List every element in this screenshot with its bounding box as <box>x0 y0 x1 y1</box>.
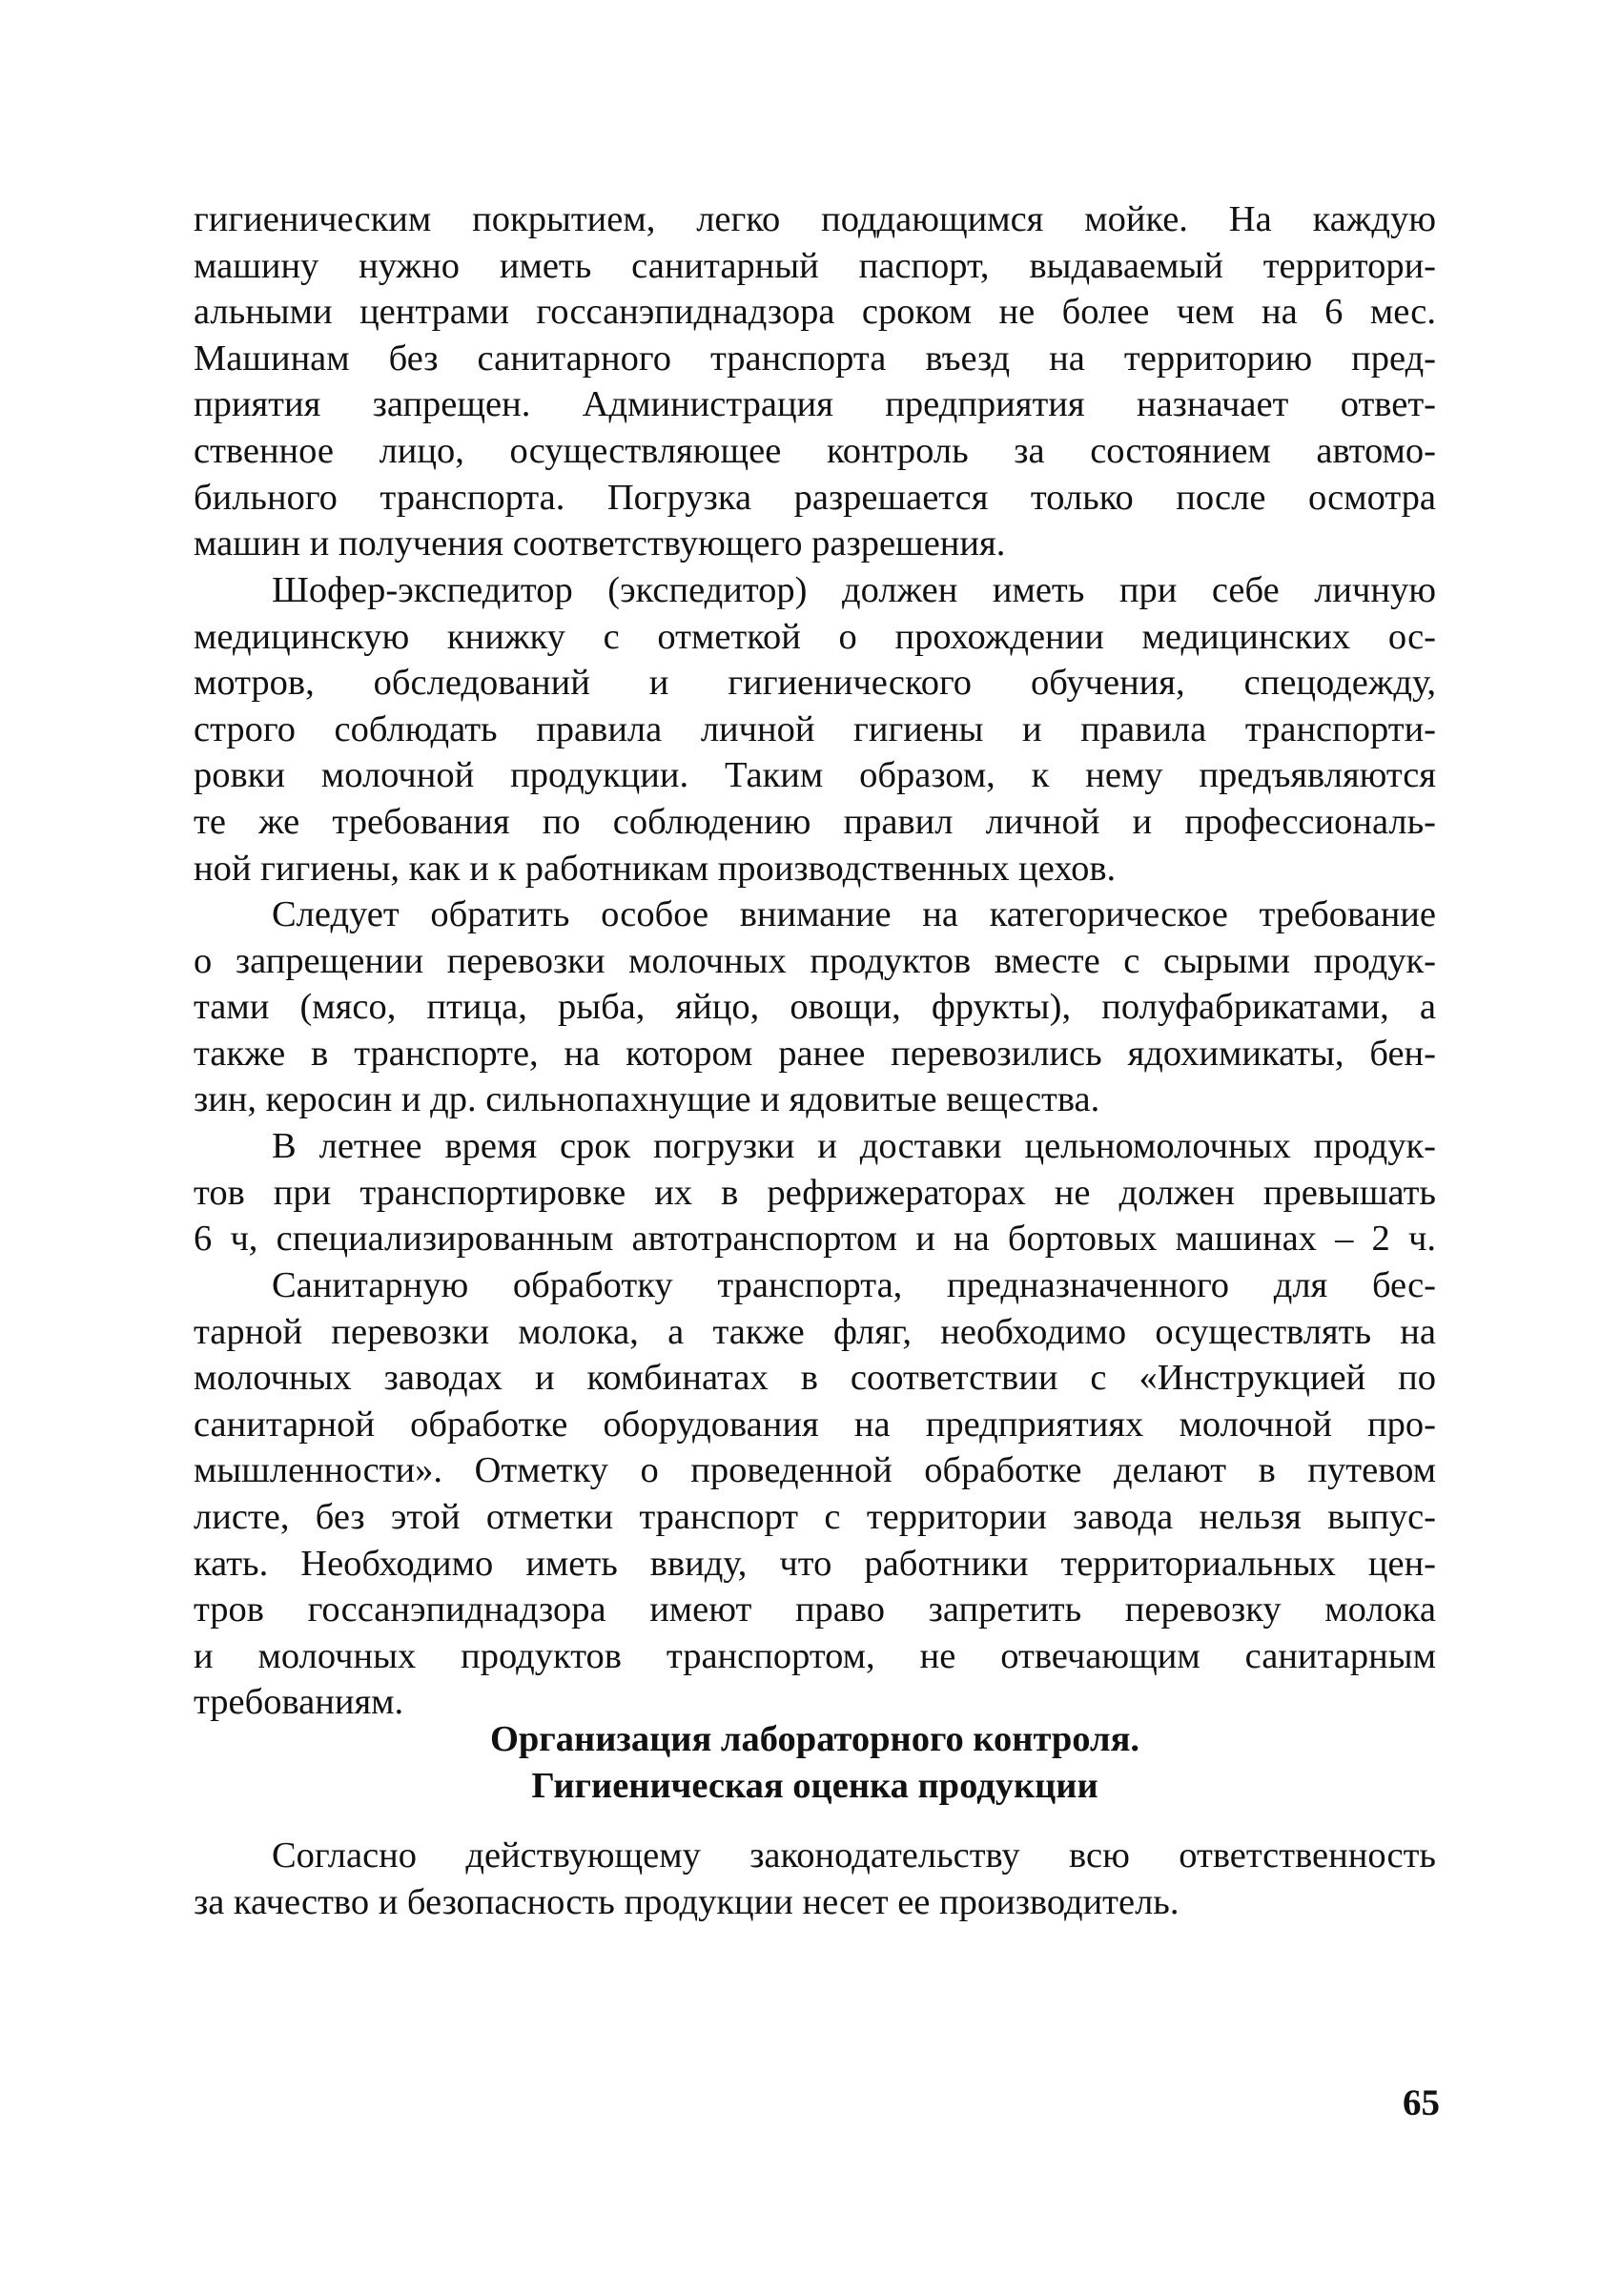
paragraph-line: о запрещении перевозки молочных продуктов вместе с сырыми продук- <box>194 940 1436 981</box>
paragraph-line: ровки молочной продукции. Таким образом, к нему предъявляются <box>194 755 1436 796</box>
paragraph-6 <box>194 1833 1436 1925</box>
paragraph-line: зин, керосин и др. сильнопахнущие и ядовитые вещества. <box>194 1079 1100 1120</box>
paragraph-3 <box>194 892 1436 1123</box>
paragraph-line: альными центрами госсанэпиднадзора сроком не более чем на 6 мес. <box>194 292 1436 333</box>
paragraph-line: 6 ч, специализированным автотранспортом и на бортовых машинах – 2 ч. <box>194 1219 1436 1260</box>
paragraph-line: Машинам без санитарного транспорта въезд на территорию пред- <box>194 338 1436 379</box>
paragraph-line: В летнее время срок погрузки и доставки цельномолочных продук- <box>272 1126 1436 1166</box>
heading-line-2: Гигиеническая оценка продукции <box>531 1766 1098 1806</box>
paragraph-line: Следует обратить особое внимание на категорическое требование <box>272 894 1436 934</box>
paragraph-line: мотров, обследований и гигиенического обучения, спецодежду, <box>194 663 1436 704</box>
paragraph-line: бильного транспорта. Погрузка разрешается только после осмотра <box>194 477 1436 518</box>
paragraph-5 <box>194 1262 1436 1726</box>
paragraph-line: тами (мясо, птица, рыба, яйцо, овощи, фрукты), полуфабрикатами, а <box>194 987 1436 1028</box>
paragraph-line: те же требования по соблюдению правил личной и профессиональ- <box>194 801 1436 842</box>
paragraph-line: ной гигиены, как и к работникам производственных цехов. <box>194 848 1117 889</box>
heading-line-1: Организация лабораторного контроля. <box>489 1719 1140 1759</box>
paragraph-line: тарной перевозки молока, а также фляг, необходимо осуществлять на <box>194 1311 1436 1352</box>
paragraph-1 <box>194 196 1436 567</box>
paragraph-line: листе, без этой отметки транспорт с территории завода нельзя выпус- <box>194 1496 1436 1537</box>
paragraph-line: гигиеническим покрытием, легко поддающимся мойке. На каждую <box>194 199 1436 239</box>
paragraph-line: молочных заводах и комбинатах в соответствии с «Инструкцией по <box>194 1358 1436 1399</box>
paragraph-line: приятия запрещен. Администрация предприятия назначает ответ- <box>194 384 1436 425</box>
paragraph-line: Шофер-экспедитор (экспедитор) должен иметь при себе личную <box>272 570 1436 610</box>
paragraph-line: машину нужно иметь санитарный паспорт, выдаваемый территори- <box>194 245 1436 286</box>
section-heading <box>194 1716 1436 1810</box>
page-number: 65 <box>1403 2082 1440 2123</box>
paragraph-line: машин и получения соответствующего разрешения. <box>194 523 1006 564</box>
paragraph-line: тов при транспортировке их в рефрижераторах не должен превышать <box>194 1172 1436 1213</box>
paragraph-line: тров госсанэпиднадзора имеют право запретить перевозку молока <box>194 1589 1436 1630</box>
paragraph-line: медицинскую книжку с отметкой о прохождении медицинских ос- <box>194 616 1436 657</box>
paragraph-line: строго соблюдать правила личной гигиены и правила транспорти- <box>194 708 1436 749</box>
paragraph-line: кать. Необходимо иметь ввиду, что работники территориальных цен- <box>194 1543 1436 1584</box>
paragraph-line: Согласно действующему законодательству всю ответственность <box>272 1835 1436 1876</box>
paragraph-line: ственное лицо, осуществляющее контроль за состоянием автомо- <box>194 430 1436 471</box>
paragraph-2 <box>194 567 1436 892</box>
paragraph-line: мышленности». Отметку о проведенной обработке делают в путевом <box>194 1450 1436 1491</box>
paragraph-line: за качество и безопасность продукции несет ее производитель. <box>194 1881 1180 1922</box>
paragraph-line: и молочных продуктов транспортом, не отвечающим санитарным <box>194 1635 1436 1676</box>
paragraph-line: санитарной обработке оборудования на предприятиях молочной про- <box>194 1404 1436 1445</box>
paragraph-line: также в транспорте, на котором ранее перевозились ядохимикаты, бен- <box>194 1033 1436 1074</box>
paragraph-4 <box>194 1123 1436 1262</box>
paragraph-line: Санитарную обработку транспорта, предназначенного для бес- <box>272 1265 1436 1305</box>
paragraph-line: требованиям. <box>194 1682 404 1723</box>
